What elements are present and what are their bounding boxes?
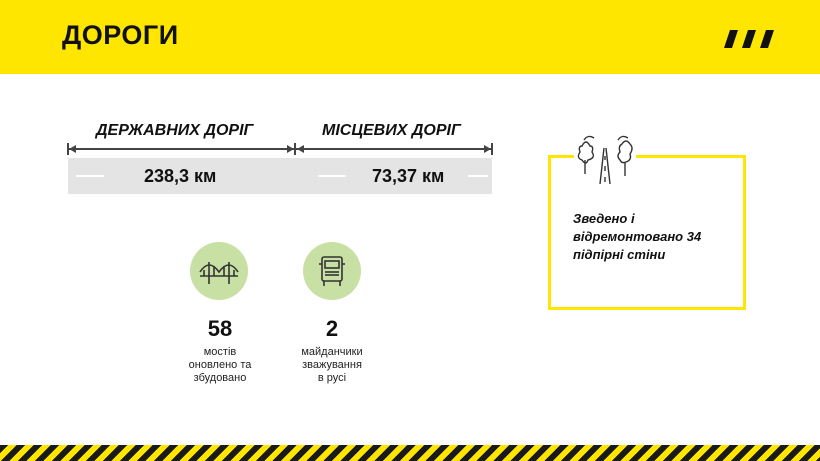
local-roads-label: МІСЦЕВИХ ДОРІГ [322,122,461,139]
card-text: Зведено і відремонтовано 34 підпірні стіни [573,211,702,262]
road-marking [318,175,346,177]
bridges-count: 58 [207,316,233,341]
hazard-stripes-icon [718,30,778,48]
arrow-right-icon [287,145,294,153]
road-with-trees-icon [574,134,636,186]
bridge-badge [190,242,248,300]
page-title: ДОРОГИ [62,20,179,50]
header-bar [0,0,820,74]
road-marking [468,175,488,177]
weigh-stations-count: 2 [325,316,339,341]
bridges-caption: мостів оновлено та збудовано [188,346,252,384]
dimension-tick [491,143,493,155]
arrow-left-icon [69,145,76,153]
arrow-right-icon [484,145,491,153]
hazard-stripe-footer [0,445,820,461]
bridge-icon [190,242,248,300]
arrow-left-icon [297,145,304,153]
truck-icon [303,242,361,300]
truck-badge [303,242,361,300]
local-roads-value: 73,37 км [372,166,445,186]
state-roads-value: 238,3 км [144,166,217,186]
state-roads-label: ДЕРЖАВНИХ ДОРІГ [96,122,254,139]
dimension-line [68,148,492,150]
road-marking [76,175,104,177]
weigh-stations-caption: майданчики зважування в русі [301,346,363,384]
dimension-tick [294,143,296,155]
